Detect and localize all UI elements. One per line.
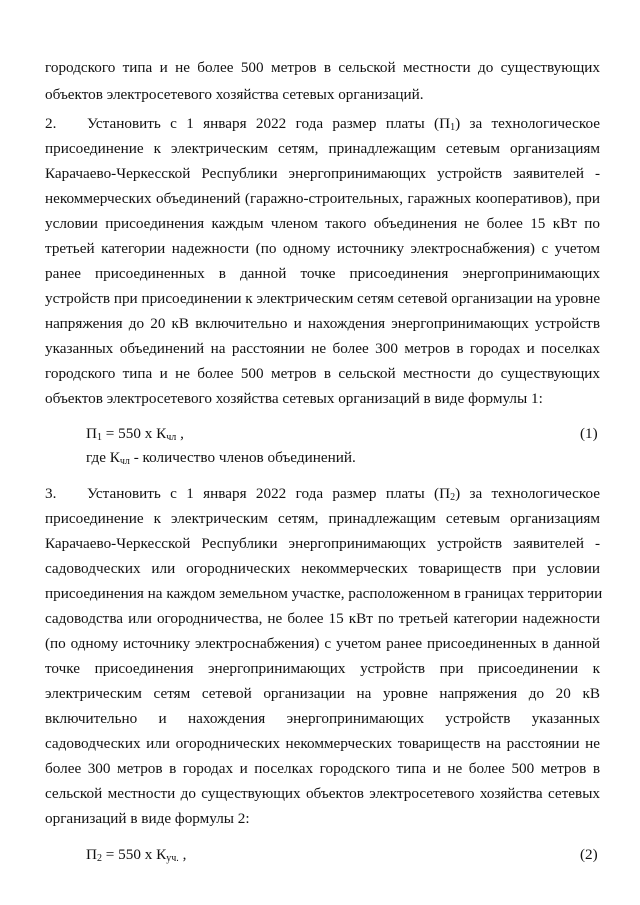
subscript: чл (119, 456, 130, 467)
text-line: присоединение к электрическим сетям, принадлежащим сетевым организациям (45, 510, 600, 527)
text-line: некоммерческих объединений (гаражно-строительных, гаражных кооперативов), при (45, 190, 600, 207)
formula-1 (86, 424, 184, 448)
formula-2-number: (2) (580, 846, 598, 863)
paragraph-3-first-line (45, 484, 600, 504)
text-line: ранее присоединенных в данной точке присоединения энергопринимающих (45, 265, 600, 282)
subscript: 1 (96, 432, 102, 443)
text-span: Установить с 1 января 2022 года размер платы (П (87, 485, 451, 502)
formula-1-number: (1) (580, 425, 598, 442)
text-line: присоединение к электрическим сетям, принадлежащим сетевым организациям (45, 140, 600, 157)
subscript: чл (166, 432, 177, 443)
subscript: 1 (450, 122, 456, 133)
text-span: Установить с 1 января 2022 года размер платы (П (87, 115, 451, 132)
text-span: ) за технологическое (455, 115, 600, 132)
text-line: устройств при присоединении к электрическим сетям сетевой организации на уровне (45, 290, 601, 307)
text-line: городского типа и не более 500 метров в сельской местности до существующих (45, 365, 600, 382)
text-line: указанных объединений на расстоянии не более 300 метров в городах и поселках (45, 340, 600, 357)
text-span: , (178, 846, 187, 863)
text-line: сельской местности до существующих объектов электросетевого хозяйства сетевых (45, 785, 600, 802)
text-span: - количество членов объединений. (129, 449, 356, 466)
paragraph-2-first-line (45, 114, 600, 134)
text-line: (по одному источнику электроснабжения) с учетом ранее присоединенных в данной (45, 635, 600, 652)
text-span: ) за технологическое (455, 485, 600, 502)
text-line: садоводческих или огороднических некоммерческих товариществ при условии (45, 560, 600, 577)
text-line: электрическим сетям сетевой организации на уровне напряжения до 20 кВ (45, 685, 600, 702)
text-line: точке присоединения энергопринимающих устройств при присоединении к (45, 660, 600, 677)
text-span: = 550 х К (101, 846, 167, 863)
text-line: третьей категории надежности (по одному источнику электроснабжения) с учетом (45, 240, 600, 257)
text-line: садоводческих или огороднических некоммерческих товариществ на расстоянии не (45, 735, 600, 752)
subscript: 2 (450, 492, 456, 503)
formula-1-legend (86, 448, 356, 472)
subscript: 2 (96, 853, 102, 864)
text-span: П (86, 425, 97, 442)
text-line: городского типа и не более 500 метров в сельской местности до существующих (45, 59, 600, 76)
text-line: Карачаево-Черкесской Республики энергопринимающих устройств заявителей - (45, 535, 600, 552)
text-span: , (176, 425, 184, 442)
paragraph-number: 3. (45, 485, 57, 502)
text-line: напряжения до 20 кВ включительно и нахождения энергопринимающих устройств (45, 315, 600, 332)
text-span: где К (86, 449, 120, 466)
paragraph-number: 2. (45, 115, 57, 132)
text-line: организаций в виде формулы 2: (45, 810, 250, 827)
text-line: включительно и нахождения энергопринимающих устройств указанных (45, 710, 600, 727)
subscript: уч. (166, 853, 179, 864)
text-line: садоводства или огородничества, не более 15 кВт по третьей категории надежности (45, 610, 600, 627)
text-line: объектов электросетевого хозяйства сетевых организаций. (45, 86, 424, 103)
text-line: Карачаево-Черкесской Республики энергопринимающих устройств заявителей - (45, 165, 600, 182)
text-line: условии присоединения каждым членом такого объединения не более 15 кВт по (45, 215, 600, 232)
text-span: П (86, 846, 97, 863)
text-line: более 300 метров в городах и поселках городского типа и не более 500 метров в (45, 760, 600, 777)
text-line: присоединения на каждом земельном участке, расположенном в границах территории (45, 585, 603, 602)
formula-2 (86, 845, 186, 869)
text-span: = 550 х К (101, 425, 167, 442)
text-line: объектов электросетевого хозяйства сетевых организаций в виде формулы 1: (45, 390, 543, 407)
